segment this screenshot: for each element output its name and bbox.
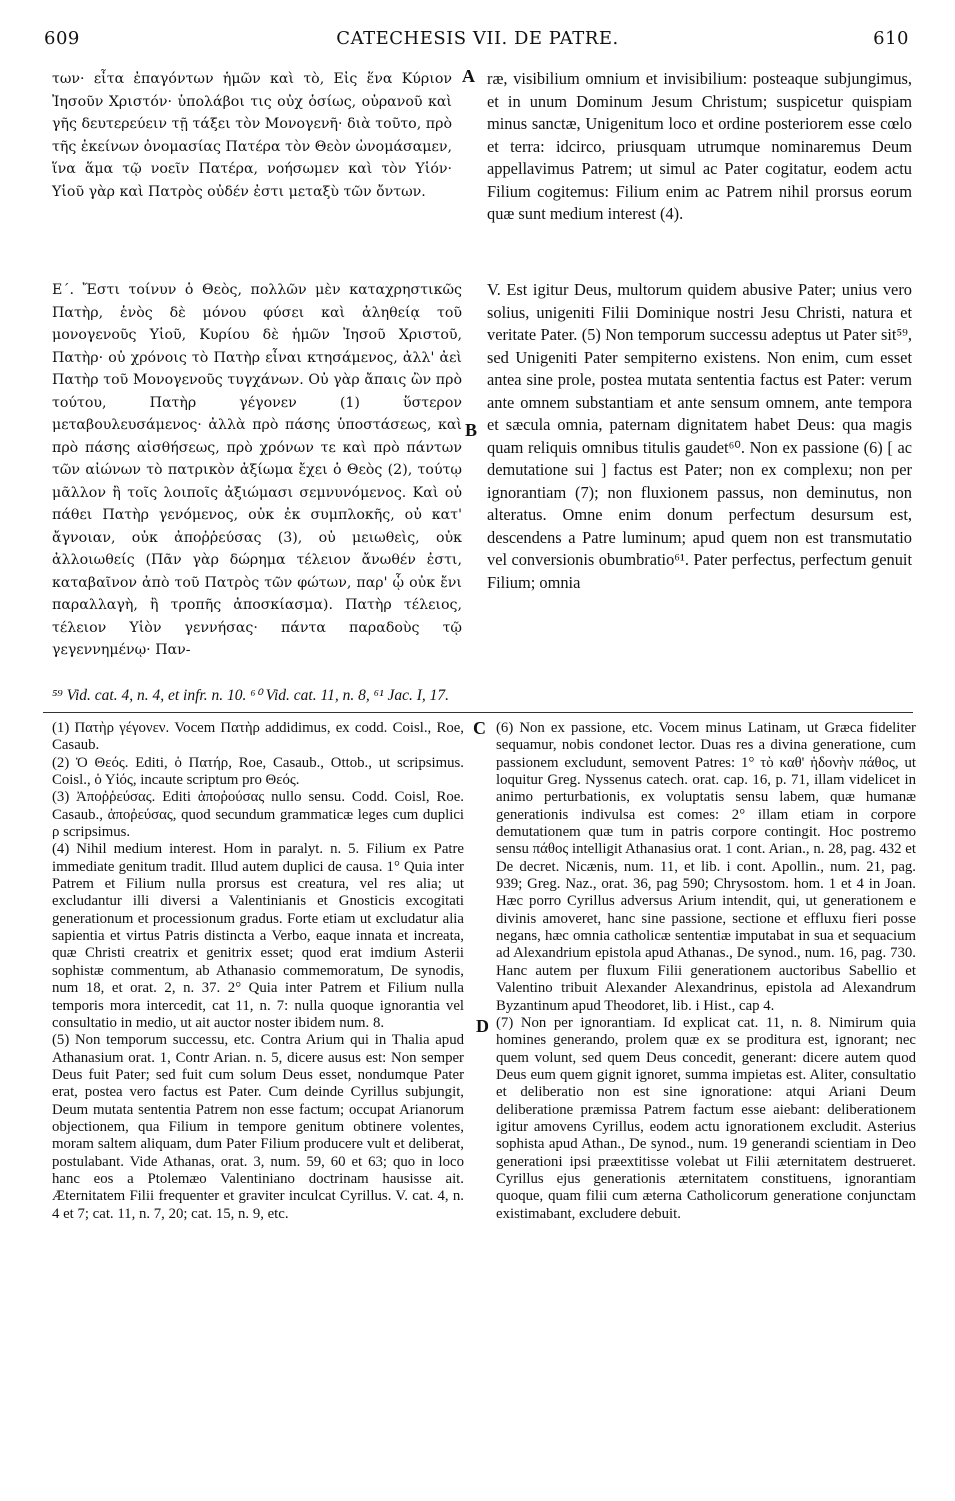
footnotes-left-column bbox=[52, 720, 464, 1223]
scripture-references: ⁵⁹ Vid. cat. 4, n. 4, et infr. n. 10. ⁶⁰ Vid. cat. 11, n. 8, ⁶¹ Jac. I, 17. bbox=[52, 687, 450, 704]
footnote-4: (4) Nihil medium interest. Hom in paralyt. n. 5. Filium ex Patre immediate genitum tradit. Illud autem duplici de causa. 1° Quia inter Patrem et Filium nulla prorsus est creatura, vel res alia; ut excludantur illi diversi a Valentinianis et Gnosticis excogitati generationum et processionum gradus. Forte etiam ut excludatur alia sapientia et virtus Patris distincta a Verbo, eaque innata et increata, quæ Christi creatrix et genitrix esset; quod erat imdium Asterii sophistæ commentum, ab Athanasio commemoratum, De synodis, num 18, et orat. 2, n. 37. 2° Quia inter Patrem et Filium nulla temporis mora intercedit, cat 11, n. 7: nulla quoque ignorantia vel consultatio in medio, ut ait auctor noster ibidem num. 8. bbox=[52, 841, 464, 1031]
greek-paragraph-2: Ε΄. Ἔστι τοίνυν ὁ Θεὸς, πολλῶν μὲν καταχρηστικῶς Πατὴρ, ἑνὸς δὲ μόνου φύσει καὶ ἀληθείᾳ τοῦ μονογενοῦς Υἱοῦ, Κυρίου δὲ ἡμῶν Ἰησοῦ Χριστοῦ, Πατὴρ· οὐ χρόνοις τὸ Πατὴρ εἶναι κτησάμενος, ἀλλ' ἀεὶ Πατὴρ τοῦ Μονογενοῦς τυγχάνων. Οὐ γὰρ ἄπαις ὢν πρὸ τούτου, Πατὴρ γέγονεν (1) ὕστερον μεταβουλευσάμενος· ἀλλὰ πρὸ πάσης ὑποστάσεως, καὶ πρὸ πάσης αἰσθήσεως, πρὸ χρόνων τε καὶ πρὸ πάντων τῶν αἰώνων τὸ πατρικὸν ἀξίωμα ἔχει ὁ Θεὸς (2), τούτῳ μᾶλλον ἢ τοῖς λοιποῖς ἀξιώμασι σεμνυνόμενος. Καὶ οὐ πάθει Πατὴρ γενόμενος, οὐκ ἐκ συμπλοκῆς, οὐ κατ' ἄγνοιαν, οὐκ ἀποῤῥεύσας (3), οὐ μειωθεὶς, οὐκ ἀλλοιωθείς (Πᾶν γὰρ δώρημα τέλειον ἄνωθέν ἐστι, καταβαῖνον ἀπὸ τοῦ Πατρὸς τῶν φώτων, παρ' ᾧ οὐκ ἔνι παραλλαγὴ, ἢ τροπῆς ἀποσκίασμα). Πατὴρ τέλειος, τέλειον Υἱὸν γεννήσας· πάντα παραδοὺς τῷ γεγεννημένῳ· Παν- bbox=[52, 282, 462, 658]
footnotes-right-column bbox=[496, 720, 916, 1223]
margin-letter-a: A bbox=[462, 66, 475, 86]
footnote-7: (7) Non per ignorantiam. Id explicat cat. 11, n. 8. Nimirum quia homines generando, prolem quæ ex se proditura est, ignorant; nec quem volunt, sed quem Deus concedit, generant: dicere autem quod Deus eum quem gignit ignoret, summa impietas est. Aliter, consultatio et deliberatio non est sine ignoratione: atqui Ariani Deum deliberatione præmissa Patrem factum esse aiebant: deliberationem igitur amovens Cyrillus, eodem actu ignorationem excludit. Asterius sophista apud Athan., De synod., num. 19 generandi scientiam in Deo generationi ipsi præextitisse volebat ut Filii æternitatem destrueret. Cyrillus ejus generationis æternitatem constituens, ignorantiam quoque, quam filii cum æterna Catholicorum generatione conjunctam existimabant, excludere debuit. bbox=[496, 1014, 916, 1222]
footnote-3: (3) Ἀποῤῥεύσας. Editi ἀποῤούσας nullo sensu. Codd. Coisl, Roe. Casaub., ἀποῤεύσας, quod secundum grammaticæ leges cum duplici ρ scripsimus. bbox=[52, 789, 464, 841]
footnote-6: (6) Non ex passione, etc. Vocem minus Latinam, ut Græca fideliter sequamur, nobis condonet lector. Duas res a divina generatione, cum passionem excludunt, semovent Patres: 1° τὸ καθ' ἡδονὴν πάθος, ut loquitur Greg. Nyssenus catech. orat. cap. 16, p. 71, illam videlicet in animo perturbationis, ex voluptatis sensu labem, quæ humanæ generationis indivulsa est comes: 2° illam etiam in corpore demutationem quæ tum in patris corpore contingit. Hoc postremo sensu πάθος intelligit Athanasius orat. 1 cont. Arian., n. 28, pag. 432 et De decret. Nicænis, num. 11, et lib. i cont. Apollin., num. 21, pag. 939; Greg. Naz., orat. 36, pag 590; Chrysostom. hom. 1 et 4 in Joan. Hæc porro Cyrillus adversus Arium intendit, qui, ut generationem e divinis amoveret, hanc sine passione, sectione et effluxu fieri posse negans, hæc omnia catholicæ sententiæ imputabat in sua et sequacium ad Alexandrium epistola apud Athanas., De synod., num. 16, pag. 730. Hanc autem per fluxum Filii generationem auctoribus Sabellio et Valentino tribuit Alexander Alexandrinus, epistola ad Alexandrum Byzantinum apud Theodoret, lib. i Hist., cap 4. bbox=[496, 720, 916, 1014]
footnote-1: (1) Πατὴρ γέγονεν. Vocem Πατὴρ addidimus, ex codd. Coisl., Roe, Casaub. bbox=[52, 720, 464, 754]
latin-paragraph-1: ræ, visibilium omnium et invisibilium: posteaque subjungimus, et in unum Dominum Jesum Christum; suspicetur quispiam minus sanctæ, Unigenitum loco et ordine posteriorem esse cœlo et terra: idcirco, priusquam utrumque nominaremus Deum appellavimus Patrem; ut simul ac Pater cogitatur, eodem actu Filium cogitemus: Filium enim ac Patrem nihil prorsus eorum quæ sunt medium interest (4). bbox=[487, 69, 912, 223]
running-title: CATECHESIS VII. DE PATRE. bbox=[336, 28, 619, 49]
footnote-divider bbox=[43, 712, 913, 713]
greek-paragraph-1: των· εἶτα ἐπαγόντων ἡμῶν καὶ τὸ, Εἰς ἕνα Κύριον Ἰησοῦν Χριστόν· ὑπολάβοι τις οὐχ ὁσίως, οὐρανοῦ καὶ γῆς δευτερεύειν τῇ τάξει τὸν Μονογενῆ· διὰ τοῦτο, πρὸ τῆς ἐκείνων ὀνομασίας Πατέρα τὸν Θεὸν ὠνομάσαμεν, ἵνα ἅμα τῷ νοεῖν Πατέρα, νοήσωμεν καὶ τὸν Υἱόν· Υἱοῦ γὰρ καὶ Πατρὸς οὐδέν ἐστι μεταξὺ τῶν ὄντων. bbox=[52, 71, 452, 200]
footnote-2: (2) Ὁ Θεός. Editi, ὁ Πατήρ, Roe, Casaub., Ottob., ut scripsimus. Coisl., ὁ Υἱός, incaute scriptum pro Θεός. bbox=[52, 754, 464, 789]
page-number-right: 610 bbox=[873, 28, 909, 49]
footnote-5: (5) Non temporum successu, etc. Contra Arium qui in Thalia apud Athanasium orat. 1, Contr Arian. n. 5, dicere ausus est: Non semper Deus fuit Pater; sed fuit cum solum Deus esset, nondumque Pater erat, postea vero factus est Pater. Cum deinde Cyrillus subjungit, Deum mutata sententia Patrem non esse factum; occupat Arianorum objectionem, qua Filium in tempore genitum obtinere volentes, moram saltem aliquam, dum Pater Filium producere vult et deliberat, postulabant. Vide Athanas, orat. 3, num. 59, 60 et 63; quo in loco hanc eos a Ptolemæo Valentiniano doctrinam hausisse ait. Æternitatem Filii frequenter et graviter inculcat Cyrillus. V. cat. 4, n. 4 et 7; cat. 11, n. 7, 20; cat. 15, n. 9, etc. bbox=[52, 1032, 464, 1222]
margin-letter-d: D bbox=[476, 1016, 489, 1036]
latin-paragraph-2: V. Est igitur Deus, multorum quidem abusive Pater; unius vero solius, unigeniti Filii Dominique nostri Jesu Christi, natura et veritate Pater. (5) Non temporum successu adeptus ut Pater sit⁵⁹, sed Unigeniti Pater sempiterno existens. Non enim, cum esset antea sine prole, postea mutata sententia factus est Pater: verum ante omnem substantiam et ante sensum omnem, ante tempora et sæcula omnia, paternam dignitatem habet Deus: qua magis quam reliquis omnibus titulis gaudet⁶⁰. Non ex passione (6) [ ac demutatione sui ] factus est Pater; non ex complexu; non per ignorantiam (7); non fluxionem passus, non deminutus, non alteratus. Omne enim donum perfectum desursum est, descendens a Patre luminum; apud quem non est transmutatio vel conversionis obumbratio⁶¹. Pater perfectus, perfectum genuit Filium; omnia bbox=[487, 280, 912, 592]
margin-letter-b: B bbox=[465, 420, 478, 440]
margin-letter-c: C bbox=[473, 718, 486, 738]
page-number-left: 609 bbox=[44, 28, 80, 49]
